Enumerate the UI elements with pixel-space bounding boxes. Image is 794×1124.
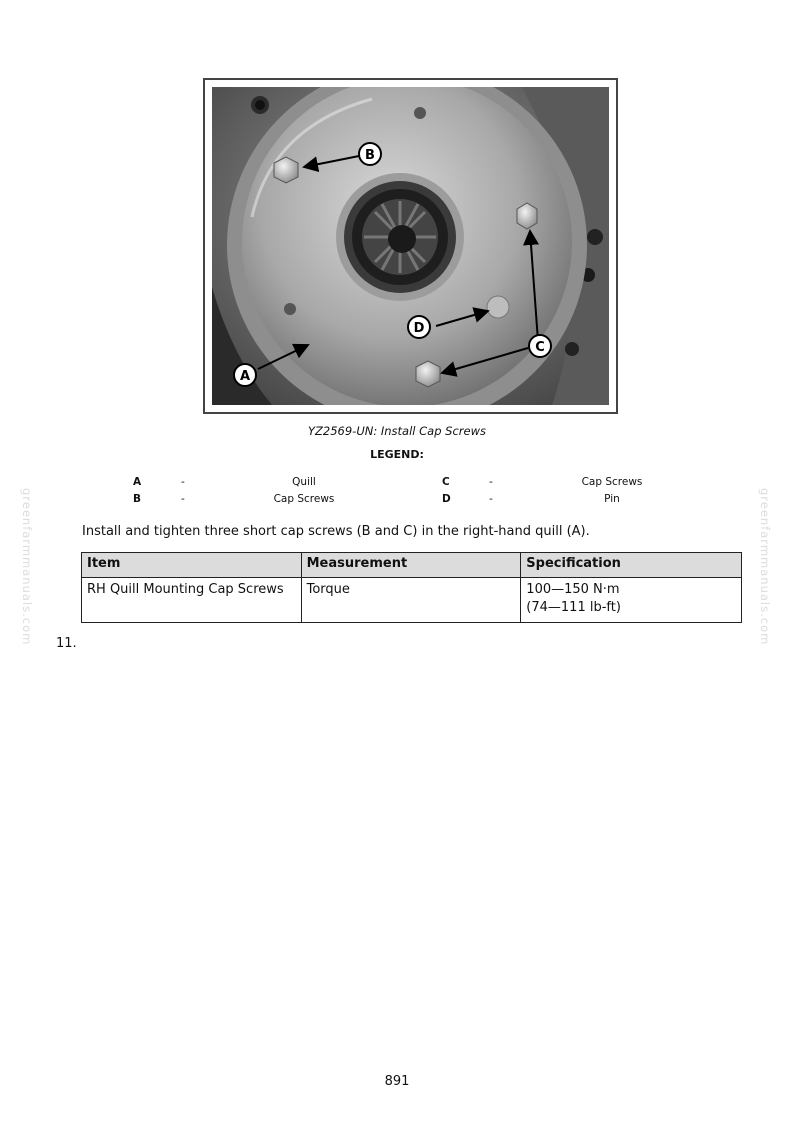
callout-d [408,316,430,338]
spec-metric: 100—150 N·m [526,582,620,597]
svg-text:B: B [365,148,375,163]
callout-a [234,364,256,386]
table-row [82,578,742,623]
table-header-row [82,553,742,578]
figure-caption: YZ2569-UN: Install Cap Screws [308,424,486,438]
legend-dash: - [489,476,493,488]
instruction-text: Install and tighten three short cap screws (B and C) in the right-hand quill (A). [82,524,590,539]
legend-desc: Cap Screws [581,476,643,488]
svg-text:A: A [239,369,251,384]
figure-frame [203,78,618,414]
spec-imperial: (74—111 lb-ft) [526,600,621,615]
column-header-item: Item [82,553,302,578]
watermark-right: greenfarmmanuals.com [758,488,772,646]
legend-desc: Pin [604,493,620,505]
pin-d [487,296,509,318]
legend-letter: C [442,476,450,488]
legend-dash: - [181,476,185,488]
cell-item: RH Quill Mounting Cap Screws [82,578,302,623]
legend-letter: A [133,476,142,488]
watermark-left: greenfarmmanuals.com [20,488,34,646]
column-header-measurement: Measurement [301,553,521,578]
step-number: 11. [56,636,77,651]
cell-specification [521,578,742,623]
cap-screw-c-lower [416,361,440,387]
legend-letter: B [133,493,142,505]
spec-table [81,552,742,623]
column-header-specification: Specification [521,553,742,578]
callout-b [359,143,381,165]
legend-desc: Cap Screws [273,493,335,505]
cap-screw-c-upper [517,203,537,229]
legend-letter: D [442,493,451,505]
legend-desc: Quill [292,476,316,488]
svg-text:D: D [413,321,425,336]
cap-screw-b [274,157,298,183]
callout-c [529,335,551,357]
legend-dash: - [181,493,185,505]
cell-measurement: Torque [301,578,521,623]
legend-dash: - [489,493,493,505]
quill-photo [212,87,609,405]
svg-text:C: C [535,340,545,355]
page-number: 891 [384,1074,410,1089]
legend-title: LEGEND: [370,448,424,461]
